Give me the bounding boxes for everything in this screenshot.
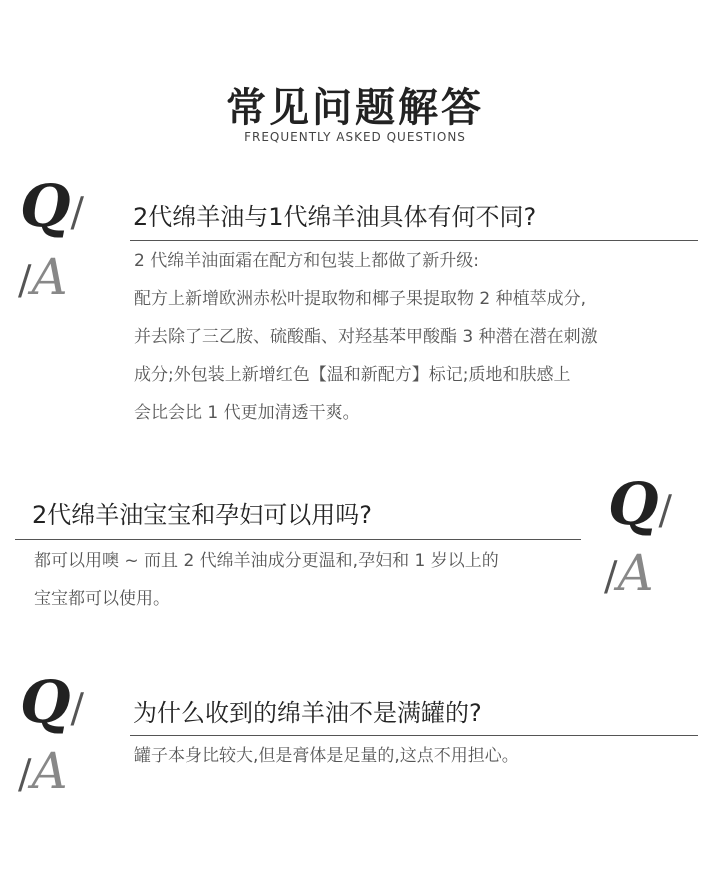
- page-title: 常见问题解答: [226, 85, 484, 131]
- faq-question: 为什么收到的绵羊油不是满罐的?: [133, 699, 482, 727]
- q-mark-icon: Q/: [20, 668, 85, 736]
- faq-answer: 都可以用噢 ~ 而且 2 代绵羊油成分更温和,孕妇和 1 岁以上的 宝宝都可以使用。: [34, 551, 499, 609]
- faq-question: 2代绵羊油与1代绵羊油具体有何不同?: [133, 203, 537, 231]
- faq-answer: 罐子本身比较大,但是膏体是足量的,这点不用担心。: [134, 746, 519, 766]
- a-mark-icon: /A: [604, 544, 654, 602]
- divider: [130, 735, 698, 736]
- page-subtitle: FREQUENTLY ASKED QUESTIONS: [244, 130, 466, 144]
- q-mark-icon: Q/: [608, 470, 673, 538]
- faq-answer: 2 代绵羊油面霜在配方和包装上都做了新升级: 配方上新增欧洲赤松叶提取物和椰子果提取物 2 种植萃成分, 并去除了三乙胺、硫酸酯、对羟基苯甲酸酯 3 种潜在潜在刺激 成分;外包装上新增红色【温和新配方】标记;质地和肤感上 会比会比 1 代更加清透干爽。: [134, 251, 598, 423]
- q-mark-icon: Q/: [20, 172, 85, 240]
- divider: [130, 240, 698, 241]
- faq-question: 2代绵羊油宝宝和孕妇可以用吗?: [32, 501, 373, 529]
- a-mark-icon: /A: [18, 248, 68, 306]
- a-mark-icon: /A: [18, 742, 68, 800]
- divider: [15, 539, 581, 540]
